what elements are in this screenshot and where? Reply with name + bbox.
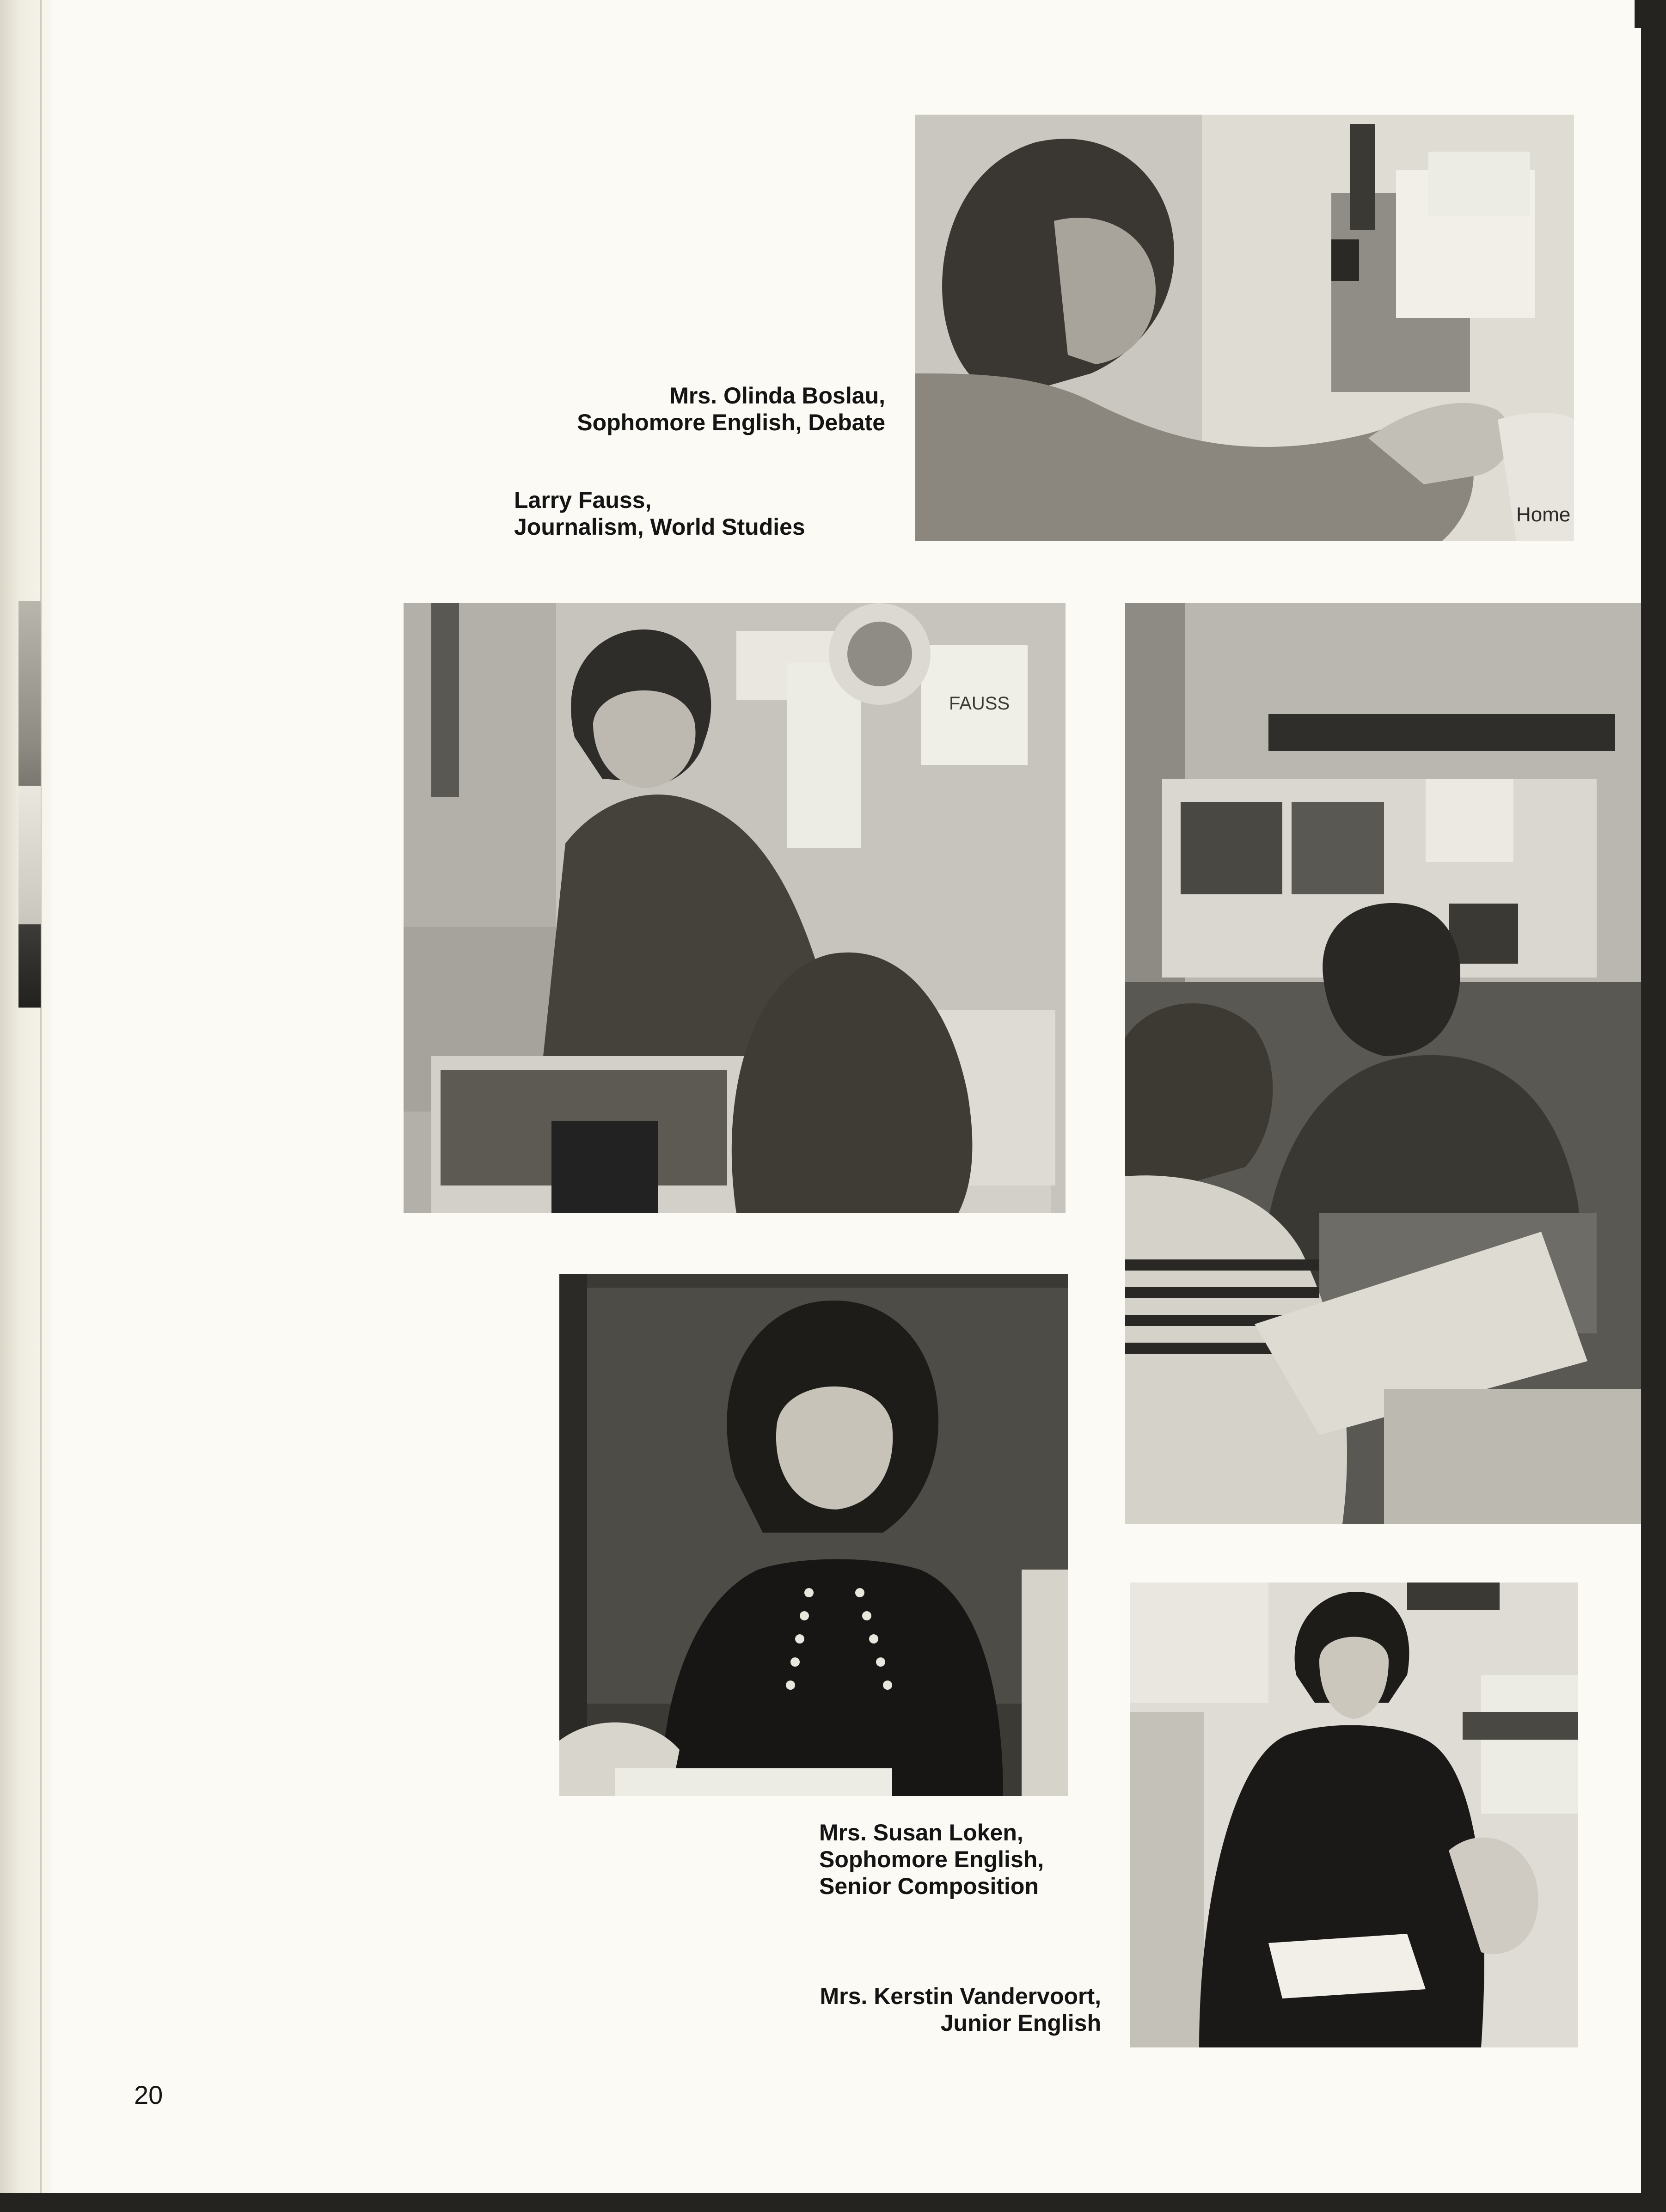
page-binding (0, 0, 51, 2193)
caption-loken (819, 1819, 1120, 1900)
caption-vandervoort (730, 1983, 1101, 2036)
photo-loken-image (559, 1274, 1068, 1796)
caption-line: Mrs. Olinda Boslau, (669, 383, 885, 409)
caption-line: Journalism, World Studies (514, 514, 805, 540)
binding-line (40, 0, 42, 2193)
caption-line: Sophomore English, (819, 1846, 1044, 1872)
photo-classroom-image (1125, 603, 1641, 1524)
caption-line: Sophomore English, Debate (577, 409, 885, 435)
caption-line: Larry Fauss, (514, 487, 652, 513)
scan-edge-bottom (0, 2193, 1666, 2212)
caption-line: Mrs. Kerstin Vandervoort, (820, 1983, 1101, 2009)
photo-fauss (404, 603, 1066, 1213)
photo-classroom-discussion (1125, 603, 1641, 1524)
caption-line: Mrs. Susan Loken, (819, 1820, 1023, 1845)
photo-vandervoort-image (1130, 1583, 1578, 2047)
photo-fauss-wall-sign: FAUSS (949, 693, 1010, 714)
photo-boslau-poster-text: Home (1516, 503, 1571, 526)
scan-edge-right (1641, 0, 1666, 2212)
scan-edge-notch (1635, 0, 1648, 28)
photo-vandervoort (1130, 1583, 1578, 2047)
photo-fauss-image (404, 603, 1066, 1213)
photo-loken (559, 1274, 1068, 1796)
caption-line: Senior Composition (819, 1873, 1039, 1899)
photo-boslau-image (915, 115, 1574, 541)
caption-fauss (514, 487, 884, 540)
caption-line: Junior English (940, 2010, 1101, 2036)
page-number: 20 (134, 2080, 163, 2109)
photo-boslau (915, 115, 1574, 541)
caption-boslau (508, 382, 885, 436)
facing-page-photo-edge-light (18, 786, 41, 924)
